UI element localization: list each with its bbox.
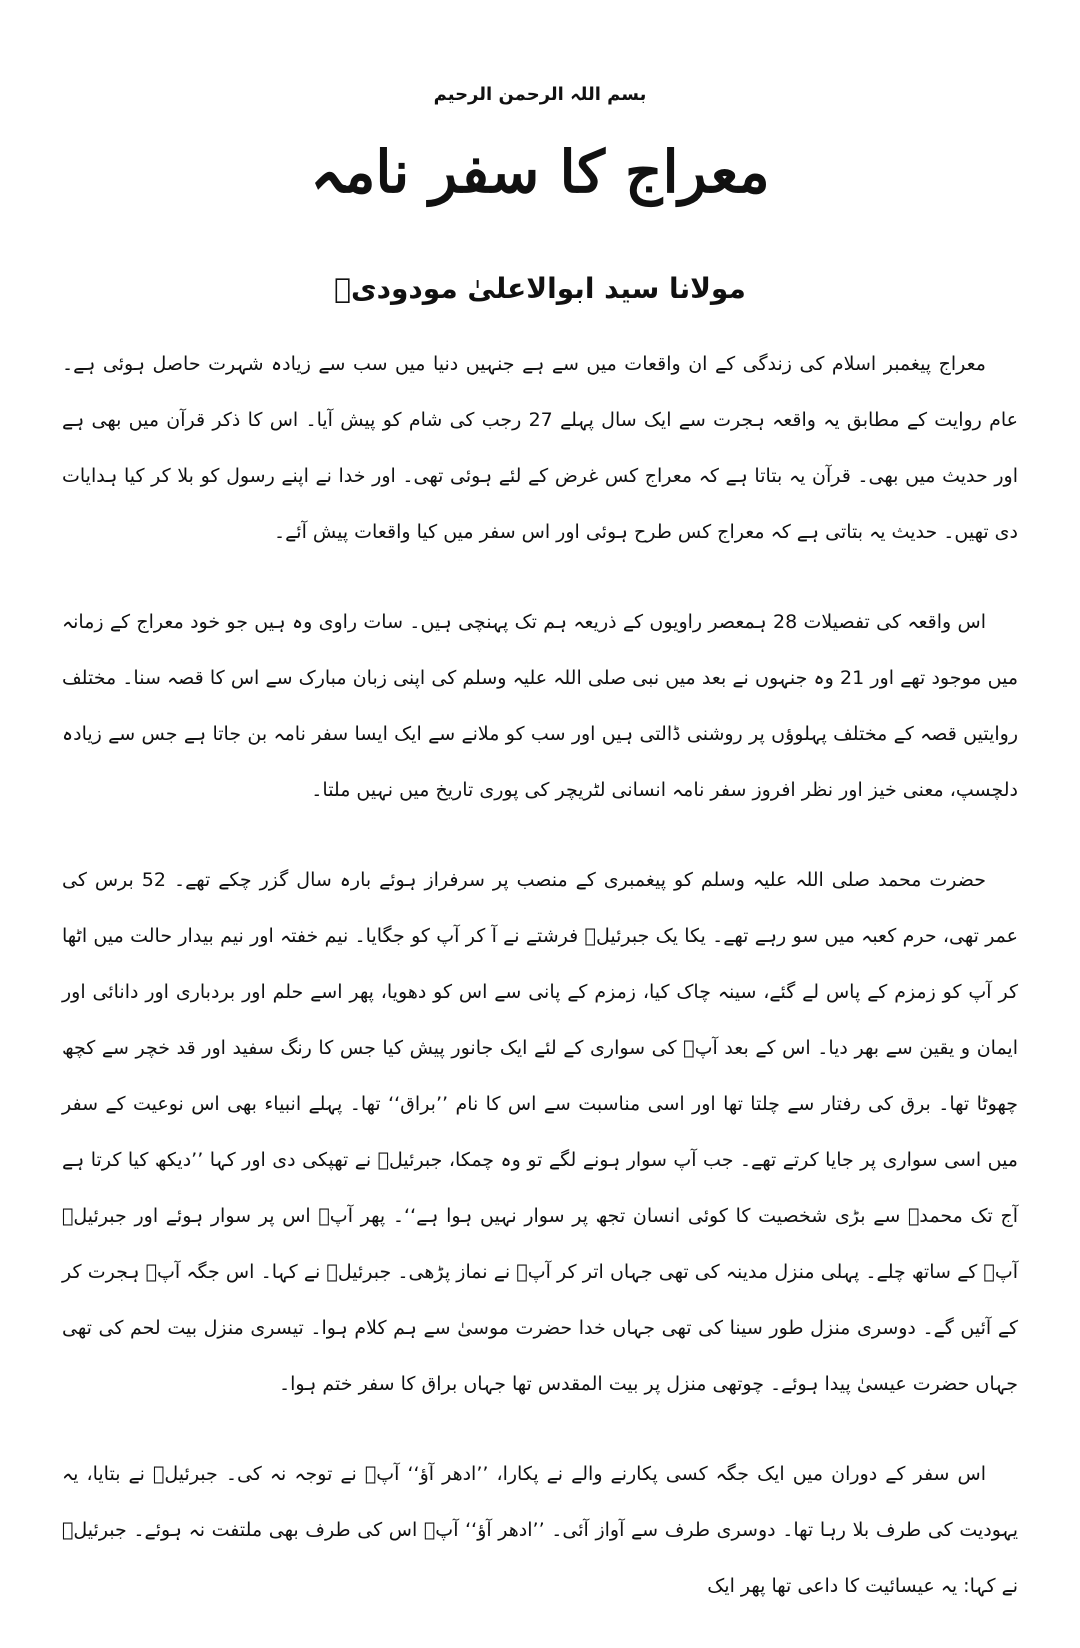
- document-title: معراج کا سفر نامہ: [310, 138, 770, 206]
- paragraph-4: اس سفر کے دوران میں ایک جگہ کسی پکارنے والے نے پکارا، ’’ادھر آؤ‘‘ آپؐ نے توجہ نہ کی۔ جبرئیلؑ نے بتایا، یہ یہودیت کی طرف بلا رہا تھا۔ دوسری طرف سے آواز آئی۔ ’’ادھر آؤ‘‘ آپؐ اس کی طرف بھی ملتفت نہ ہوئے۔ جبرئیلؑ نے کہا: یہ عیسائیت کا داعی تھا پھر ایک: [62, 1463, 1018, 1597]
- paragraph-2: اس واقعہ کی تفصیلات 28 ہمعصر راویوں کے ذریعہ ہم تک پہنچی ہیں۔ سات راوی وہ ہیں جو خود معراج کے زمانہ میں موجود تھے اور 21 وہ جنہوں نے بعد میں نبی صلی اللہ علیہ وسلم کی اپنی زبان مبارک سے اس کا قصہ سنا۔ مختلف روایتیں قصہ کے مختلف پہلوؤں پر روشنی ڈالتی ہیں اور سب کو ملانے سے ایک ایسا سفر نامہ بن جاتا ہے جس سے زیادہ دلچسپ، معنی خیز اور نظر افروز سفر نامہ انسانی لٹریچر کی پوری تاریخ میں نہیں ملتا۔: [62, 611, 1019, 801]
- bismillah-heading: بسم اللہ الرحمن الرحیم: [433, 84, 647, 105]
- document-body: [62, 336, 1018, 1648]
- author-name: مولانا سید ابوالاعلیٰ مودودیؒ: [334, 272, 746, 305]
- paragraph-1: معراج پیغمبر اسلام کی زندگی کے ان واقعات میں سے ہے جنہیں دنیا میں سب سے زیادہ شہرت حاصل ہوئی ہے۔ عام روایت کے مطابق یہ واقعہ ہجرت سے ایک سال پہلے 27 رجب کی شام کو پیش آیا۔ اس کا ذکر قرآن میں بھی ہے اور حدیث میں بھی۔ قرآن یہ بتاتا ہے کہ معراج کس غرض کے لئے ہوئی تھی۔ اور خدا نے اپنے رسول کو بلا کر کیا ہدایات دی تھیں۔ حدیث یہ بتاتی ہے کہ معراج کس طرح ہوئی اور اس سفر میں کیا واقعات پیش آئے۔: [62, 353, 1018, 543]
- paragraph-3: حضرت محمد صلی اللہ علیہ وسلم کو پیغمبری کے منصب پر سرفراز ہوئے بارہ سال گزر چکے تھے۔ 52 برس کی عمر تھی، حرم کعبہ میں سو رہے تھے۔ یکا یک جبرئیلؑ فرشتے نے آ کر آپ کو جگایا۔ نیم خفتہ اور نیم بیدار حالت میں اٹھا کر آپ کو زمزم کے پاس لے گئے، سینہ چاک کیا، زمزم کے پانی سے اس کو دھویا، پھر اسے حلم اور بردباری اور دانائی اور ایمان و یقین سے بھر دیا۔ اس کے بعد آپؐ کی سواری کے لئے ایک جانور پیش کیا جس کا رنگ سفید اور قد خچر سے کچھ چھوٹا تھا۔ برق کی رفتار سے چلتا تھا اور اسی مناسبت سے اس کا نام ’’براق‘‘ تھا۔ پہلے انبیاء بھی اس نوعیت کے سفر میں اسی سواری پر جایا کرتے تھے۔ جب آپ سوار ہونے لگے تو وہ چمکا، جبرئیلؑ نے تھپکی دی اور کہا ’’دیکھ کیا کرتا ہے آج تک محمدؐ سے بڑی شخصیت کا کوئی انسان تجھ پر سوار نہیں ہوا ہے‘‘۔ پھر آپؐ اس پر سوار ہوئے اور جبرئیلؑ آپؐ کے ساتھ چلے۔ پہلی منزل مدینہ کی تھی جہاں اتر کر آپؐ نے نماز پڑھی۔ جبرئیلؑ نے کہا۔ اس جگہ آپؐ ہجرت کر کے آئیں گے۔ دوسری منزل طور سینا کی تھی جہاں خدا حضرت موسیٰ سے ہم کلام ہوا۔ تیسری منزل بیت لحم کی تھی جہاں حضرت عیسیٰ پیدا ہوئے۔ چوتھی منزل پر بیت المقدس تھا جہاں براق کا سفر ختم ہوا۔: [62, 869, 1018, 1395]
